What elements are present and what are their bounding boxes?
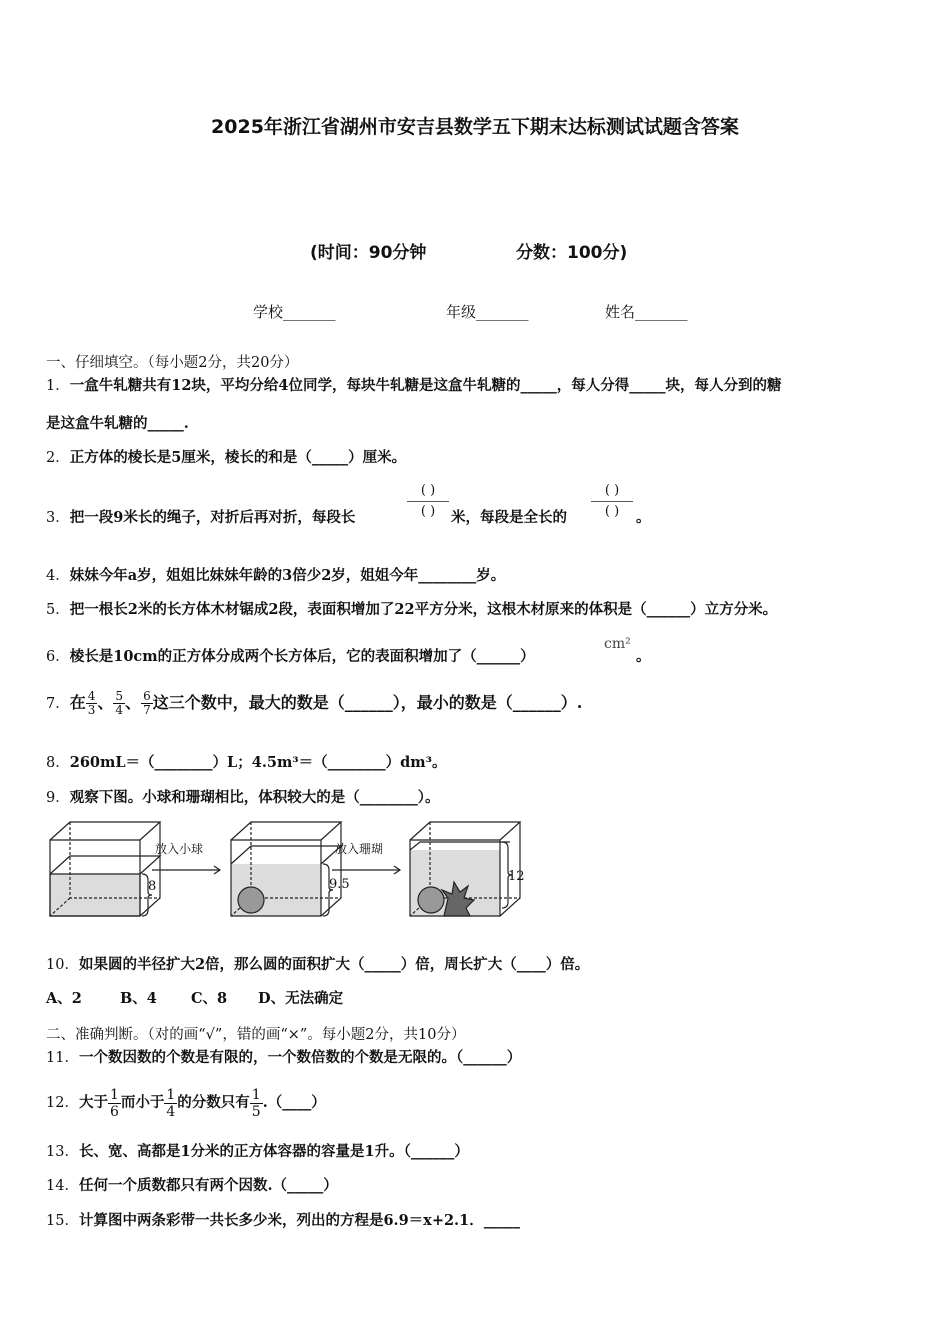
question-number: 5． <box>46 602 70 618</box>
denominator: 4 <box>166 1103 176 1120</box>
school-field[interactable]: 学校_______ <box>253 303 336 321</box>
fraction-1-6 <box>108 1087 121 1120</box>
question-1-cont <box>46 414 189 434</box>
section-2-heading: 二、准确判断。（对的画“√”，错的画“×”。每小题2分，共10分） <box>46 1027 466 1043</box>
question-text: 正方体的棱长是5厘米，棱长的和是（_____）厘米。 <box>69 449 407 466</box>
separator: 、 <box>97 693 114 712</box>
choice-d[interactable]: D、无法确定 <box>258 990 344 1007</box>
page-title: 2025年浙江省湖州市安吉县数学五下期末达标测试试题含答案 <box>211 116 739 138</box>
question-6-end <box>636 647 651 667</box>
question-text: 观察下图。小球和珊瑚相比，体积较大的是（________）。 <box>69 789 440 806</box>
question-text: 棱长是10cm的正方体分成两个长方体后，它的表面积增加了（______） <box>69 648 535 665</box>
question-6 <box>46 647 535 667</box>
question-number: 3． <box>46 510 70 526</box>
question-number: 13． <box>46 1144 79 1160</box>
question-number: 8． <box>46 755 70 771</box>
question-8 <box>46 753 447 773</box>
question-number: 12． <box>46 1095 79 1111</box>
denominator: 7 <box>143 703 151 717</box>
question-text: 把一根长2米的长方体木材锯成2段，表面积增加了22平方分米，这根木材原来的体积是（______）立方分米。 <box>69 601 778 618</box>
fraction-1-5 <box>250 1087 263 1120</box>
question-number: 6． <box>46 649 70 665</box>
question-3-mid <box>451 508 567 528</box>
fraction-1-4 <box>164 1087 177 1120</box>
question-number: 9． <box>46 790 70 806</box>
choice-b[interactable]: B、4 <box>120 990 157 1007</box>
question-text: 把一段9米长的绳子，对折后再对折，每段长 <box>69 509 356 526</box>
height-label-3: 12 <box>508 869 525 884</box>
question-11 <box>46 1048 521 1068</box>
fraction-denominator-blank: ( ) <box>604 504 620 519</box>
question-text: 。 <box>636 648 651 665</box>
question-14 <box>46 1176 338 1196</box>
question-3 <box>46 508 355 528</box>
fraction-5-4 <box>113 690 125 717</box>
question-number: 2． <box>46 450 70 466</box>
question-7 <box>46 690 582 717</box>
question-text: 妹妹今年a岁，姐姐比妹妹年龄的3倍少2岁，姐姐今年________岁。 <box>69 567 506 584</box>
numerator: 4 <box>87 689 96 703</box>
name-field[interactable]: 姓名_______ <box>605 303 688 321</box>
question-text: 一个数因数的个数是有限的，一个数倍数的个数是无限的。（______） <box>78 1049 522 1066</box>
numerator: 1 <box>251 1086 261 1103</box>
exam-score: 分数：100分) <box>516 243 628 263</box>
question-13 <box>46 1142 469 1162</box>
answer-fraction-blank[interactable] <box>407 483 449 522</box>
arrow-2-label: 放入珊瑚 <box>335 842 384 856</box>
fraction-numerator-blank: ( ) <box>591 483 633 502</box>
question-10 <box>46 955 589 975</box>
choice-a[interactable]: A、2 <box>46 990 82 1007</box>
exam-time: (时间：90分钟 <box>310 243 427 263</box>
container-1 <box>50 822 160 916</box>
volume-experiment-figure <box>44 818 534 922</box>
question-2 <box>46 448 406 468</box>
fraction-4-3 <box>86 690 98 717</box>
question-5 <box>46 600 777 620</box>
arrow-1-label: 放入小球 <box>155 842 204 856</box>
question-text: 是这盒牛轧糖的_____. <box>46 415 189 432</box>
height-label-1: 8 <box>148 879 157 894</box>
height-label-2: 9.5 <box>329 877 350 892</box>
numerator: 5 <box>115 689 124 703</box>
choice-c[interactable]: C、8 <box>191 990 228 1007</box>
denominator: 4 <box>115 703 124 717</box>
fraction-6-7 <box>141 690 153 717</box>
numerator: 1 <box>109 1086 119 1103</box>
denominator: 6 <box>109 1103 119 1120</box>
question-number: 1． <box>46 378 70 394</box>
question-text: 如果圆的半径扩大2倍，那么圆的面积扩大（_____）倍，周长扩大（____）倍。 <box>78 956 590 973</box>
container-2 <box>231 822 341 916</box>
question-number: 14． <box>46 1178 79 1194</box>
question-number: 10． <box>46 957 79 973</box>
container-3 <box>410 822 520 916</box>
question-3-end <box>636 508 651 528</box>
question-number: 11． <box>46 1050 79 1066</box>
question-1 <box>46 376 782 396</box>
question-number: 7． <box>46 696 70 712</box>
question-4 <box>46 566 505 586</box>
fraction-denominator-blank: ( ) <box>420 504 436 519</box>
question-number: 15． <box>46 1213 79 1229</box>
question-text: 长、宽、高都是1分米的正方体容器的容量是1升。（______） <box>78 1143 469 1160</box>
denominator: 5 <box>251 1103 261 1120</box>
question-text: .（____） <box>262 1094 326 1111</box>
question-text: 这三个数中，最大的数是（______），最小的数是（______）. <box>152 693 583 712</box>
question-text: 任何一个质数都只有两个因数.（_____） <box>78 1177 338 1194</box>
question-15 <box>46 1211 520 1231</box>
question-text: 一盒牛轧糖共有12块，平均分给4位同学，每块牛轧糖是这盒牛轧糖的_____，每人分得_____块，每人分到的糖 <box>69 377 782 394</box>
question-number: 4． <box>46 568 70 584</box>
separator: 、 <box>125 693 142 712</box>
answer-fraction-blank[interactable] <box>591 483 633 522</box>
question-text: 而小于 <box>120 1094 165 1111</box>
question-text: 计算图中两条彩带一共长多少米，列出的方程是6.9＝x+2.1．_____ <box>78 1212 520 1229</box>
question-text: 在 <box>69 693 86 712</box>
numerator: 6 <box>143 689 151 703</box>
question-text: 。 <box>636 509 651 526</box>
question-9 <box>46 788 439 808</box>
question-text: 米，每段是全长的 <box>451 509 567 526</box>
fraction-numerator-blank: ( ) <box>407 483 449 502</box>
question-text: 的分数只有 <box>177 1094 250 1111</box>
numerator: 1 <box>166 1086 176 1103</box>
grade-field[interactable]: 年级_______ <box>446 303 529 321</box>
denominator: 3 <box>87 703 96 717</box>
section-1-heading: 一、仔细填空。（每小题2分，共20分） <box>46 355 299 371</box>
question-text: 260mL＝（________）L；4.5m³＝（________）dm³。 <box>69 754 447 771</box>
unit-cm2: cm² <box>604 636 631 652</box>
question-text: 大于 <box>78 1094 108 1111</box>
question-12 <box>46 1080 326 1126</box>
